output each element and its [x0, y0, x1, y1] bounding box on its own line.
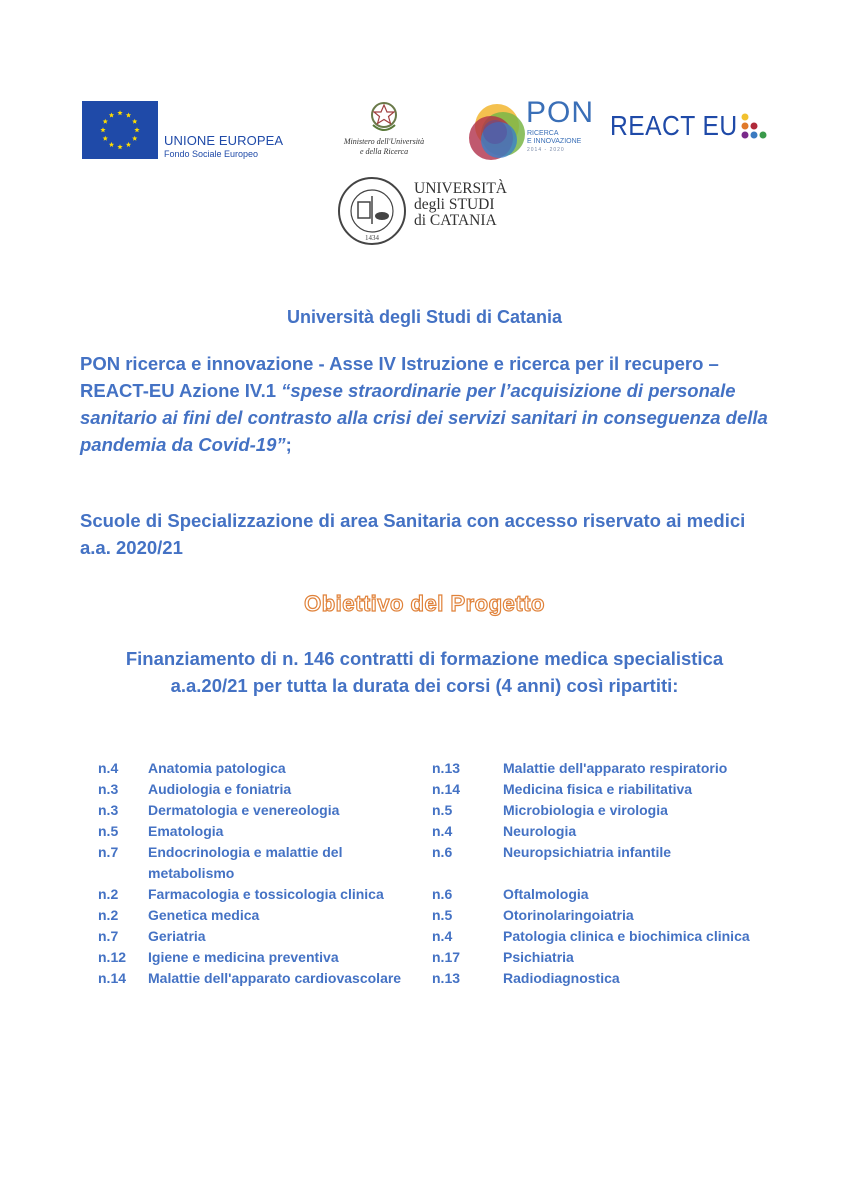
count: n.3	[98, 781, 119, 797]
count: n.7	[98, 928, 119, 944]
unict-logo	[336, 176, 516, 246]
program-text-plain: PON ricerca e innovazione - Asse IV Istruzione e ricerca per il recupero – REACT-EU Azione IV.1	[80, 353, 719, 401]
ministry-logo	[334, 97, 434, 163]
objective-title: Obiettivo del Progetto	[304, 591, 545, 616]
pon-years: 2014 - 2020	[527, 147, 565, 153]
count: n.13	[432, 760, 461, 776]
specialty: Ematologia	[148, 823, 224, 839]
specialty: Patologia clinica e biochimica clinica	[503, 928, 750, 944]
list-item	[432, 800, 772, 821]
count: n.6	[432, 886, 453, 902]
react-dots-icon	[740, 113, 770, 143]
specialty: Radiodiagnostica	[503, 970, 620, 986]
ministry-line2: e della Ricerca	[359, 147, 409, 156]
count: n.12	[98, 949, 127, 965]
seal-year: 1434	[365, 234, 379, 242]
count: n.5	[432, 907, 453, 923]
pon-line2: E INNOVAZIONE	[527, 138, 582, 145]
pon-title: PON	[526, 96, 595, 129]
list-item	[432, 947, 772, 968]
unict-seal-icon	[336, 176, 408, 246]
list-item	[98, 968, 408, 989]
list-item	[432, 926, 772, 947]
program-text-end: ;	[285, 434, 292, 455]
specialties-left-list	[98, 758, 408, 989]
specialty: Geriatria	[148, 928, 206, 944]
specialty: Medicina fisica e riabilitativa	[503, 781, 693, 797]
specialties-right-list	[432, 758, 772, 989]
pon-circles-icon	[467, 100, 527, 164]
specialty: Endocrinologia e malattie del metabolismo	[148, 844, 343, 881]
react-eu-title: REACT EU	[610, 110, 738, 141]
list-item	[432, 842, 772, 863]
list-item	[432, 758, 772, 779]
count: n.14	[98, 970, 127, 986]
count: n.4	[98, 760, 119, 776]
specialty: Neurologia	[503, 823, 577, 839]
count: n.2	[98, 907, 119, 923]
specialty: Genetica medica	[148, 907, 260, 923]
pon-line1: RICERCA	[527, 130, 559, 137]
count: n.4	[432, 928, 453, 944]
list-item	[98, 800, 408, 821]
specialty: Microbiologia e virologia	[503, 802, 668, 818]
specialty: Igiene e medicina preventiva	[148, 949, 339, 965]
program-text-italic: “spese straordinarie per l’acquisizione di personale sanitario ai fini del contrasto alla crisi dei servizi sanitari in conseguenza della pandemia da Covid-19”	[80, 380, 768, 455]
list-item	[98, 926, 408, 947]
program-description	[80, 350, 780, 458]
list-item	[432, 905, 772, 926]
unict-line1: UNIVERSITÀ	[414, 180, 507, 197]
list-item	[98, 758, 408, 779]
unict-line3: di CATANIA	[414, 212, 497, 229]
count: n.5	[98, 823, 119, 839]
specialty: Otorinolaringoiatria	[503, 907, 634, 923]
count: n.4	[432, 823, 453, 839]
count: n.5	[432, 802, 453, 818]
count: n.6	[432, 844, 453, 860]
specialty: Anatomia patologica	[148, 760, 286, 776]
count: n.2	[98, 886, 119, 902]
eu-logo	[82, 101, 284, 159]
list-item	[98, 779, 408, 800]
count: n.13	[432, 970, 461, 986]
pon-logo	[467, 96, 595, 164]
count: n.7	[98, 844, 119, 860]
list-item	[98, 842, 408, 884]
list-item	[98, 947, 408, 968]
list-item	[432, 821, 772, 842]
specialty: Neuropsichiatria infantile	[503, 844, 672, 860]
funding-line2: a.a.20/21 per tutta la durata dei corsi (4 anni) così ripartiti:	[170, 675, 679, 696]
specialty: Farmacologia e tossicologia clinica	[148, 886, 384, 902]
list-item	[432, 779, 772, 800]
funding-line1: Finanziamento di n. 146 contratti di formazione medica specialistica	[125, 648, 724, 669]
specialty: Psichiatria	[503, 949, 574, 965]
eu-flag-icon	[82, 101, 158, 159]
eu-subtitle: Fondo Sociale Europeo	[164, 149, 259, 159]
schools-description: Scuole di Specializzazione di area Sanitaria con accesso riservato ai medici a.a. 2020/21	[80, 510, 746, 558]
university-heading: Università degli Studi di Catania	[286, 307, 563, 327]
react-eu-logo	[610, 110, 770, 146]
funding-description	[0, 645, 849, 699]
count: n.14	[432, 781, 461, 797]
list-item	[432, 968, 772, 989]
italian-emblem-icon	[367, 97, 401, 135]
list-item	[98, 884, 408, 905]
unict-line2: degli STUDI	[414, 196, 495, 213]
list-item	[98, 905, 408, 926]
count: n.3	[98, 802, 119, 818]
specialty: Audiologia e foniatria	[148, 781, 292, 797]
ministry-line1: Ministero dell'Università	[343, 137, 425, 146]
specialty: Malattie dell'apparato cardiovascolare	[148, 970, 402, 986]
specialty: Malattie dell'apparato respiratorio	[503, 760, 728, 776]
eu-title: UNIONE EUROPEA	[164, 133, 284, 148]
count: n.17	[432, 949, 461, 965]
specialty: Dermatologia e venereologia	[148, 802, 340, 818]
list-item	[432, 884, 772, 905]
list-item	[98, 821, 408, 842]
specialty: Oftalmologia	[503, 886, 589, 902]
